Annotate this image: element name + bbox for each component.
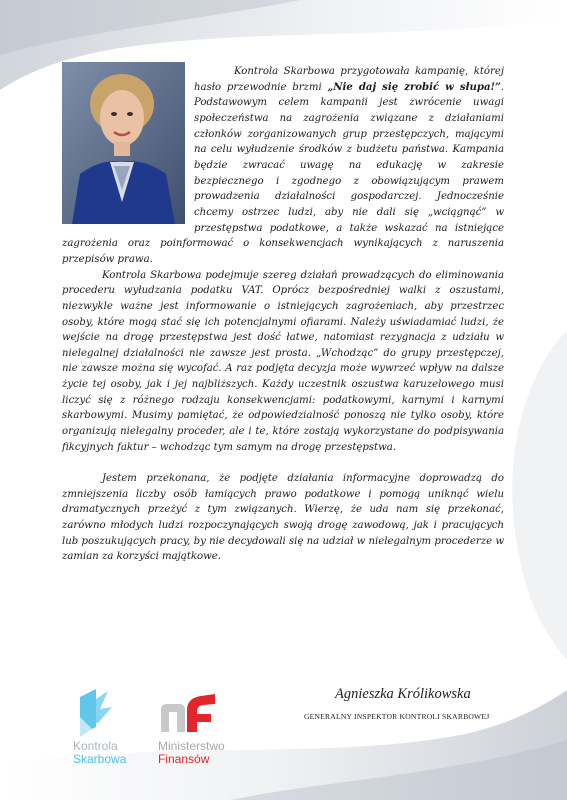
campaign-slogan: „Nie daj się zrobić w słupa!” — [327, 80, 501, 93]
portrait-photo — [62, 62, 185, 224]
paragraph-1-segment: . Podstawowym celem kampanii jest zwrócenie uwagi społeczeństwa na zagrożenia związane z działaniami członków zorganizowanych grup przestępczych, mającymi na celu wyłudzenie środków z budżetu państwa. Kampania będzie zwracać uwagę na edukację w zakresie bezpiecznego i zgodnego z obowiązującym prawem prowadzenia działalności gospodarczej. Jednocześnie chcemy ostrzec ludzi, aby nie dali się „wciągnąć” w przestępstwa podatkowe, a także wskazać na istniejące zagrożenia oraz poinformować o konsekwencjach wynikających z naruszenia przepisów prawa. — [62, 81, 504, 265]
ministerstwo-logo-line1: Ministerstwo — [158, 739, 225, 753]
signature-name: Agnieszka Królikowska — [335, 686, 471, 702]
paragraph-3: Jestem przekonana, że podjęte działania informacyjne doprowadzą do zmniejszenia liczby osób łamiących prawo podatkowe i pomogą uniknąć wielu dramatycznych przeżyć z tym związanych. Wierzę, że uda nam się przekonać, zarówno młodych ludzi rozpoczynających swoją drogę zawodową, jak i pracujących lub poszukujących pracy, by nie decydowali się na udział w nielegalnym procederze w zamian za korzyści majątkowe. — [62, 473, 504, 563]
kontrola-logo-line2: Skarbowa — [73, 752, 127, 766]
paragraph-1-segment: Kontrola Skarbowa przygotowała kampanię, której hasło przewodnie brzmi — [194, 66, 504, 93]
ministerstwo-logo-line2: Finansów — [158, 752, 210, 766]
kontrola-logo-line1: Kontrola — [73, 739, 118, 753]
signature-title: GENERALNY INSPEKTOR KONTROLI SKARBOWEJ — [304, 712, 490, 721]
paragraph-2: Kontrola Skarbowa podejmuje szereg działań prowadzących do eliminowania procederu wyłudzania podatku VAT. Oprócz bezpośredniej walki z oszustami, niezwykle ważne jest informowanie o istniejących zagrożeniach, aby przestrzec osoby, które mogą stać się ich potencjalnymi ofiarami. Należy uświadamiać ludzi, że wejście na drogę przestępstwa jest dość łatwe, natomiast rezygnacja z udziału w nielegalnej działalności nie zawsze jest prosta. „Wchodząc” do grupy przestępczej, nie zawsze można się wycofać. A raz podjęta decyzja może wywrzeć wpływ na dalsze życie tej osoby, jak i jej najbliższych. Każdy uczestnik oszustwa karuzelowego musi liczyć się z różnego rodzaju konsekwencjami: podatkowymi, karnymi i karnymi skarbowymi. Musimy pamiętać, że odpowiedzialność ponoszą nie tylko osoby, które organizują nielegalny proceder, ale i te, które zostają wykorzystane do podpisywania fikcyjnych faktur – wchodząc tym samym na drogę przestępstwa. — [62, 269, 504, 453]
